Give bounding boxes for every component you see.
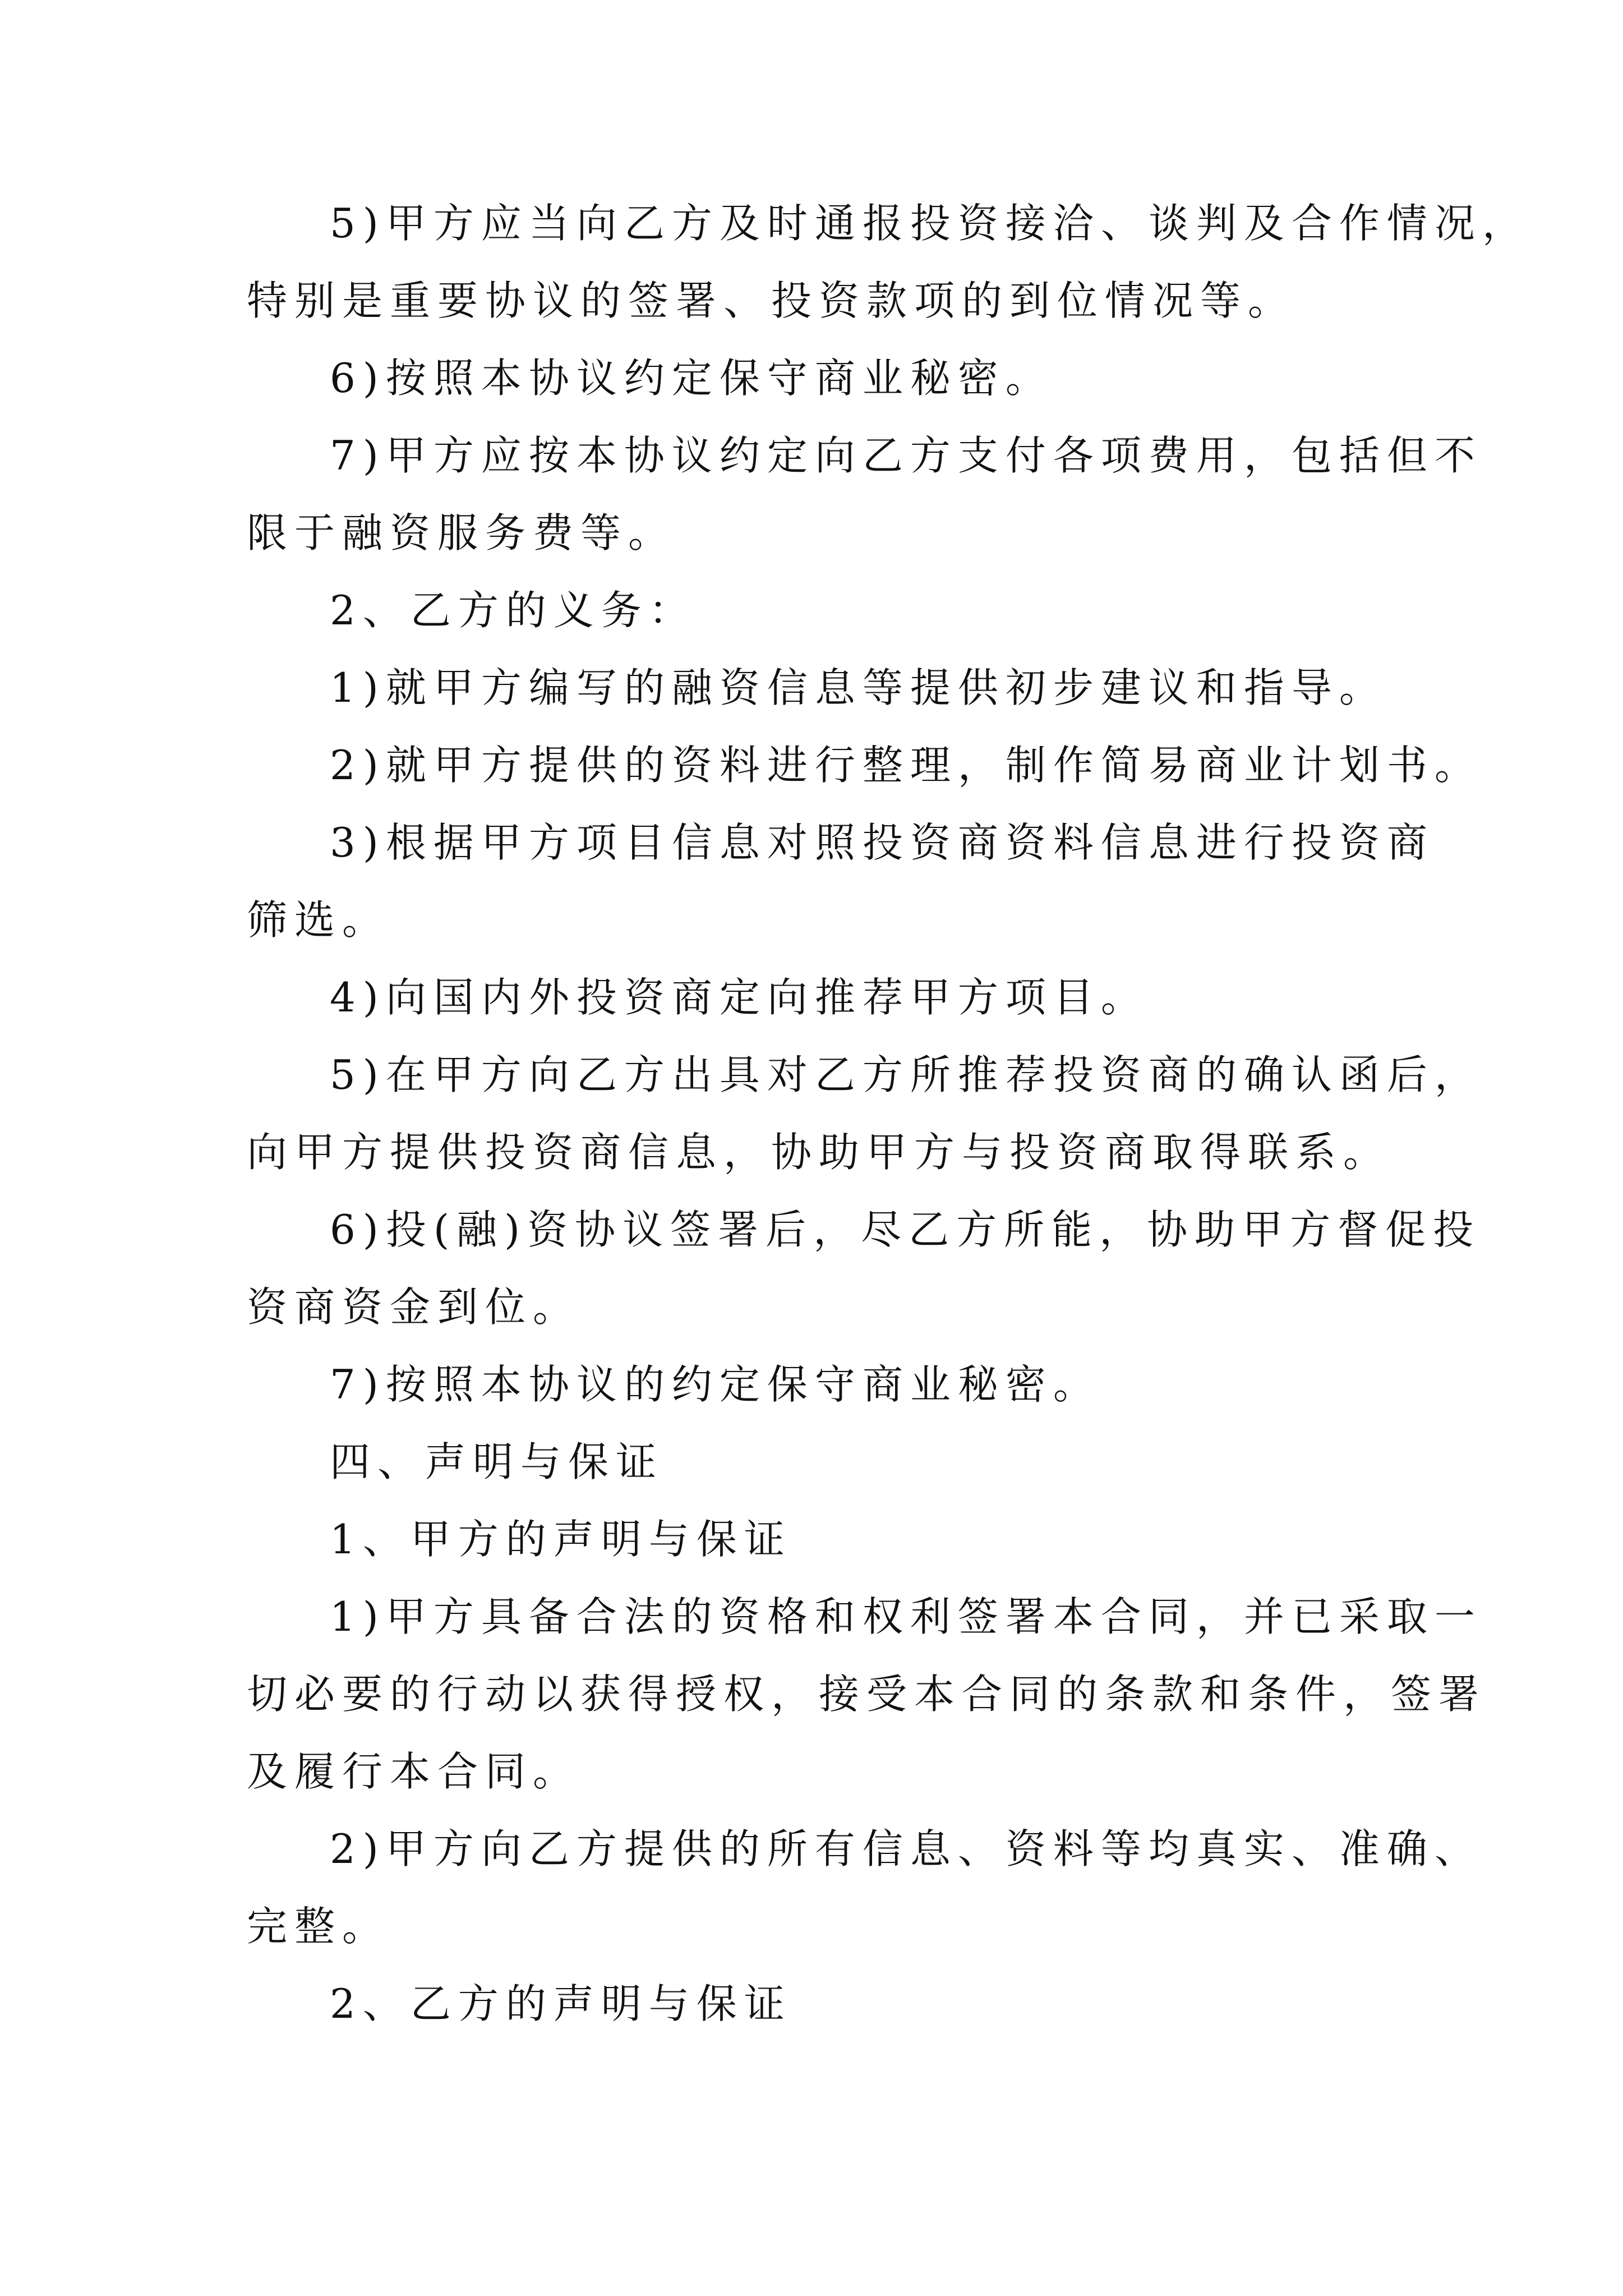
section-heading: 2、乙方的义务： <box>330 587 697 634</box>
text-line: 5)甲方应当向乙方及时通报投资接洽、谈判及合作情况， <box>330 200 1530 247</box>
text-line: 筛选。 <box>247 896 390 944</box>
text-line: 向甲方提供投资商信息，协助甲方与投资商取得联系。 <box>247 1129 1391 1176</box>
section-heading: 2、乙方的声明与保证 <box>330 1980 792 2027</box>
text-line: 资商资金到位。 <box>247 1283 581 1331</box>
text-line: 3)根据甲方项目信息对照投资商资料信息进行投资商 <box>330 819 1435 866</box>
text-line: 2)就甲方提供的资料进行整理，制作简易商业计划书。 <box>330 742 1482 789</box>
text-line: 6)按照本协议约定保守商业秘密。 <box>330 355 1053 402</box>
text-line: 及履行本合同。 <box>247 1748 581 1795</box>
text-line: 7)按照本协议的约定保守商业秘密。 <box>330 1361 1101 1408</box>
text-line: 7)甲方应按本协议约定向乙方支付各项费用，包括但不 <box>330 432 1482 479</box>
text-line: 特别是重要协议的签署、投资款项的到位情况等。 <box>247 277 1296 324</box>
section-heading: 1、甲方的声明与保证 <box>330 1516 792 1563</box>
text-line: 6)投(融)资协议签署后，尽乙方所能，协助甲方督促投 <box>330 1206 1481 1253</box>
text-line: 限于融资服务费等。 <box>247 509 676 556</box>
text-line: 2)甲方向乙方提供的所有信息、资料等均真实、准确、 <box>330 1825 1482 1872</box>
text-line: 4)向国内外投资商定向推荐甲方项目。 <box>330 974 1149 1021</box>
text-line: 切必要的行动以获得授权，接受本合同的条款和条件，签署 <box>247 1671 1487 1718</box>
text-line: 完整。 <box>247 1903 390 1950</box>
section-heading: 四、声明与保证 <box>330 1438 664 1485</box>
text-line: 1)就甲方编写的融资信息等提供初步建议和指导。 <box>330 664 1387 711</box>
text-line: 1)甲方具备合法的资格和权利签署本合同，并已采取一 <box>330 1593 1482 1640</box>
text-line: 5)在甲方向乙方出具对乙方所推荐投资商的确认函后， <box>330 1051 1482 1098</box>
